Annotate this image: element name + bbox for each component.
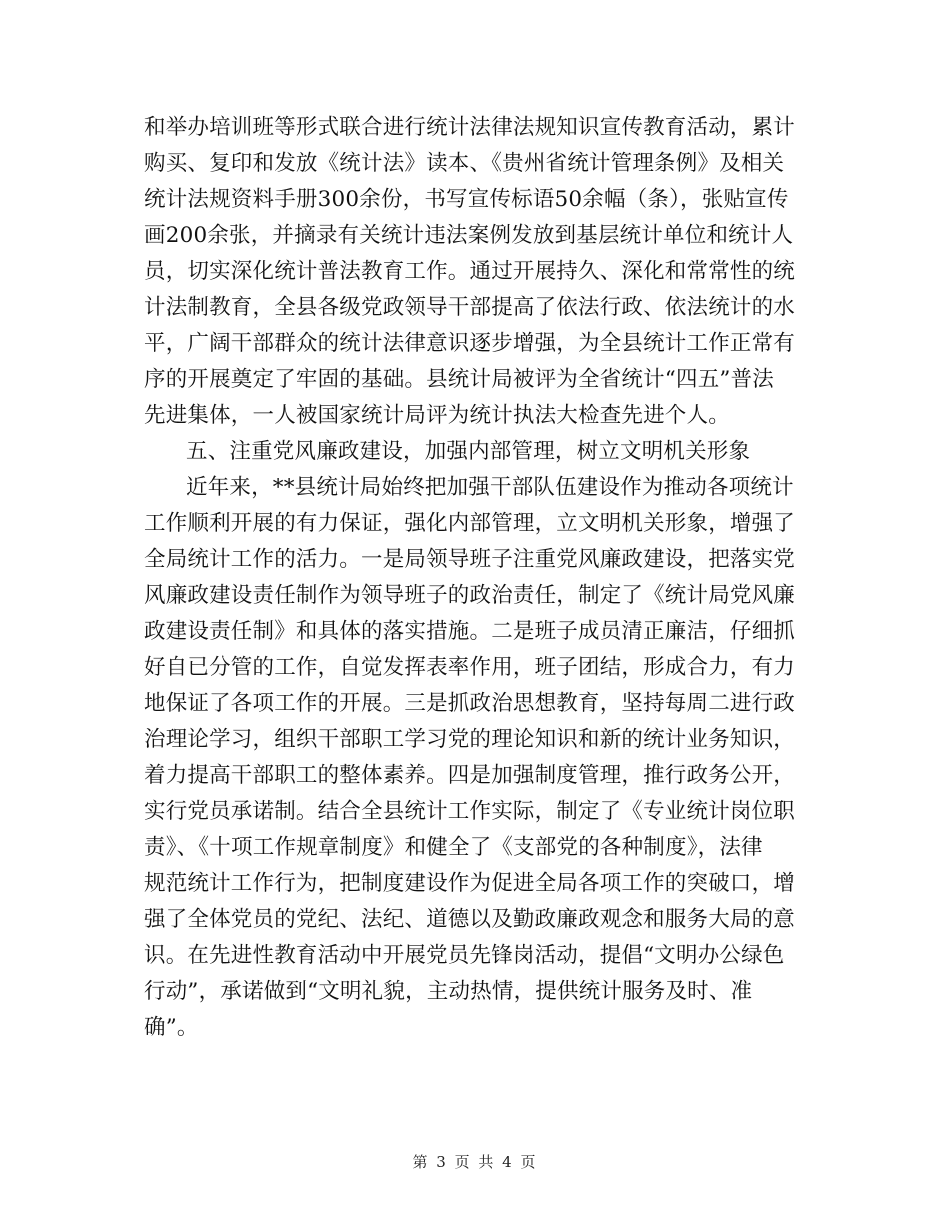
paragraph-line: 强了全体党员的党纪、法纪、道德以及勤政廉政观念和服务大局的意	[144, 907, 796, 932]
page-number-footer: 第 3 页 共 4 页	[412, 1153, 538, 1171]
paragraph-line: 行动”，承诺做到“文明礼貌，主动热情，提供统计服务及时、准	[144, 979, 753, 1004]
paragraph-line: 治理论学习，组织干部职工学习党的理论知识和新的统计业务知识，	[144, 727, 796, 752]
section-heading: 五、注重党风廉政建设，加强内部管理，树立文明机关形象	[186, 439, 751, 464]
paragraph-line: 画200余张，并摘录有关统计违法案例发放到基层统计单位和统计人	[144, 223, 794, 248]
paragraph-line: 政建设责任制》和具体的落实措施。二是班子成员清正廉洁，仔细抓	[144, 619, 796, 644]
paragraph-line: 计法制教育，全县各级党政领导干部提高了依法行政、依法统计的水	[144, 295, 796, 320]
paragraph-line: 和举办培训班等形式联合进行统计法律法规知识宣传教育活动，累计	[144, 115, 796, 140]
paragraph-line: 着力提高干部职工的整体素养。四是加强制度管理，推行政务公开，	[144, 763, 796, 788]
paragraph-line: 识。在先进性教育活动中开展党员先锋岗活动，提倡“文明办公绿色	[144, 943, 785, 968]
paragraph-line: 统计法规资料手册300余份，书写宣传标语50余幅（条），张贴宣传	[144, 187, 789, 212]
paragraph-line: 序的开展奠定了牢固的基础。县统计局被评为全省统计“四五”普法	[144, 367, 774, 392]
paragraph-line: 工作顺利开展的有力保证，强化内部管理，立文明机关形象，增强了	[144, 511, 796, 536]
paragraph-line: 地保证了各项工作的开展。三是抓政治思想教育，坚持每周二进行政	[144, 691, 796, 716]
paragraph-line: 好自已分管的工作，自觉发挥表率作用，班子团结，形成合力，有力	[144, 655, 796, 680]
paragraph-line: 先进集体，一人被国家统计局评为统计执法大检查先进个人。	[144, 403, 730, 428]
paragraph-line: 责》、《十项工作规章制度》和健全了《支部党的各种制度》，法律	[144, 835, 763, 860]
paragraph-line: 规范统计工作行为，把制度建设作为促进全局各项工作的突破口，增	[144, 871, 796, 896]
paragraph-line: 确”。	[144, 1015, 199, 1040]
paragraph-line: 员，切实深化统计普法教育工作。通过开展持久、深化和常常性的统	[144, 259, 796, 284]
paragraph-line: 购买、复印和发放《统计法》读本、《贵州省统计管理条例》及相关	[144, 151, 785, 176]
paragraph-line: 平，广阔干部群众的统计法律意识逐步增强，为全县统计工作正常有	[144, 331, 796, 356]
paragraph-line: 全局统计工作的活力。一是局领导班子注重党风廉政建设，把落实党	[144, 547, 796, 572]
document-body	[144, 110, 794, 1046]
paragraph-line: 风廉政建设责任制作为领导班子的政治责任，制定了《统计局党风廉	[144, 583, 796, 608]
paragraph-line: 近年来，**县统计局始终把加强干部队伍建设作为推动各项统计	[186, 475, 794, 500]
paragraph-line: 实行党员承诺制。结合全县统计工作实际，制定了《专业统计岗位职	[144, 799, 796, 824]
